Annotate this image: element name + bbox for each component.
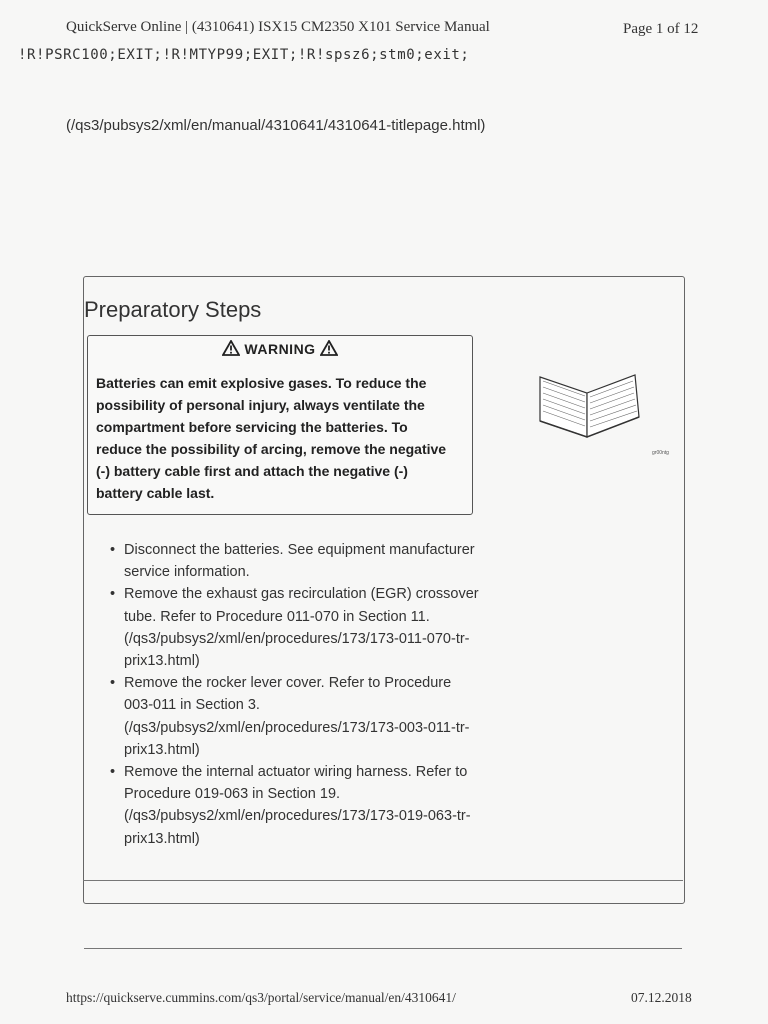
footer-date: 07.12.2018 — [631, 990, 692, 1005]
warning-text: Batteries can emit explosive gases. To reduce the possibility of personal injury, always ventilate the compartment before servicing the batteries. To reduce the possibility of arcing, remove the negative (-) battery cable first and attach the negative (-) battery cable last. — [96, 375, 447, 501]
footer-divider — [84, 948, 682, 959]
warning-label: WARNING — [244, 341, 316, 357]
header-title: QuickServe Online | (4310641) ISX15 CM2350 X101 Service Manual — [66, 19, 490, 35]
warning-triangle-icon — [320, 340, 338, 356]
title-page-link[interactable]: (/qs3/pubsys2/xml/en/manual/4310641/4310641-titlepage.html) — [66, 117, 486, 134]
service-manual-book-icon — [535, 365, 645, 440]
page-number: Page 1 of 12 — [623, 21, 699, 37]
printer-code-line: !R!PSRC100;EXIT;!R!MTYP99;EXIT;!R!spsz6;stm0;exit; — [18, 47, 470, 63]
list-item: • Remove the exhaust gas recirculation (EGR) crossover tube. Refer to Procedure 011-070 in Section 11. (/qs3/pubsys2/xml/en/procedures/173/173-011-070-tr-prix13.html) — [110, 583, 480, 672]
warning-triangle-icon — [222, 340, 240, 356]
list-item: • Disconnect the batteries. See equipment manufacturer service information. — [110, 539, 480, 583]
footer-url[interactable]: https://quickserve.cummins.com/qs3/portal/service/manual/en/4310641/ — [66, 990, 456, 1005]
list-item: • Remove the internal actuator wiring harness. Refer to Procedure 019-063 in Section 19. (/qs3/pubsys2/xml/en/procedures/173/173-019-063-tr-prix13.html) — [110, 761, 480, 850]
panel-divider — [83, 880, 683, 905]
section-title: Preparatory Steps — [84, 297, 262, 322]
preparatory-steps-list — [110, 539, 480, 850]
warning-box — [87, 335, 473, 515]
list-item: • Remove the rocker lever cover. Refer to Procedure 003-011 in Section 3. (/qs3/pubsys2/xml/en/procedures/173/173-003-011-tr-prix13.html) — [110, 672, 480, 761]
illustration-code: gr00ntg — [652, 450, 669, 456]
warning-heading — [88, 340, 472, 357]
